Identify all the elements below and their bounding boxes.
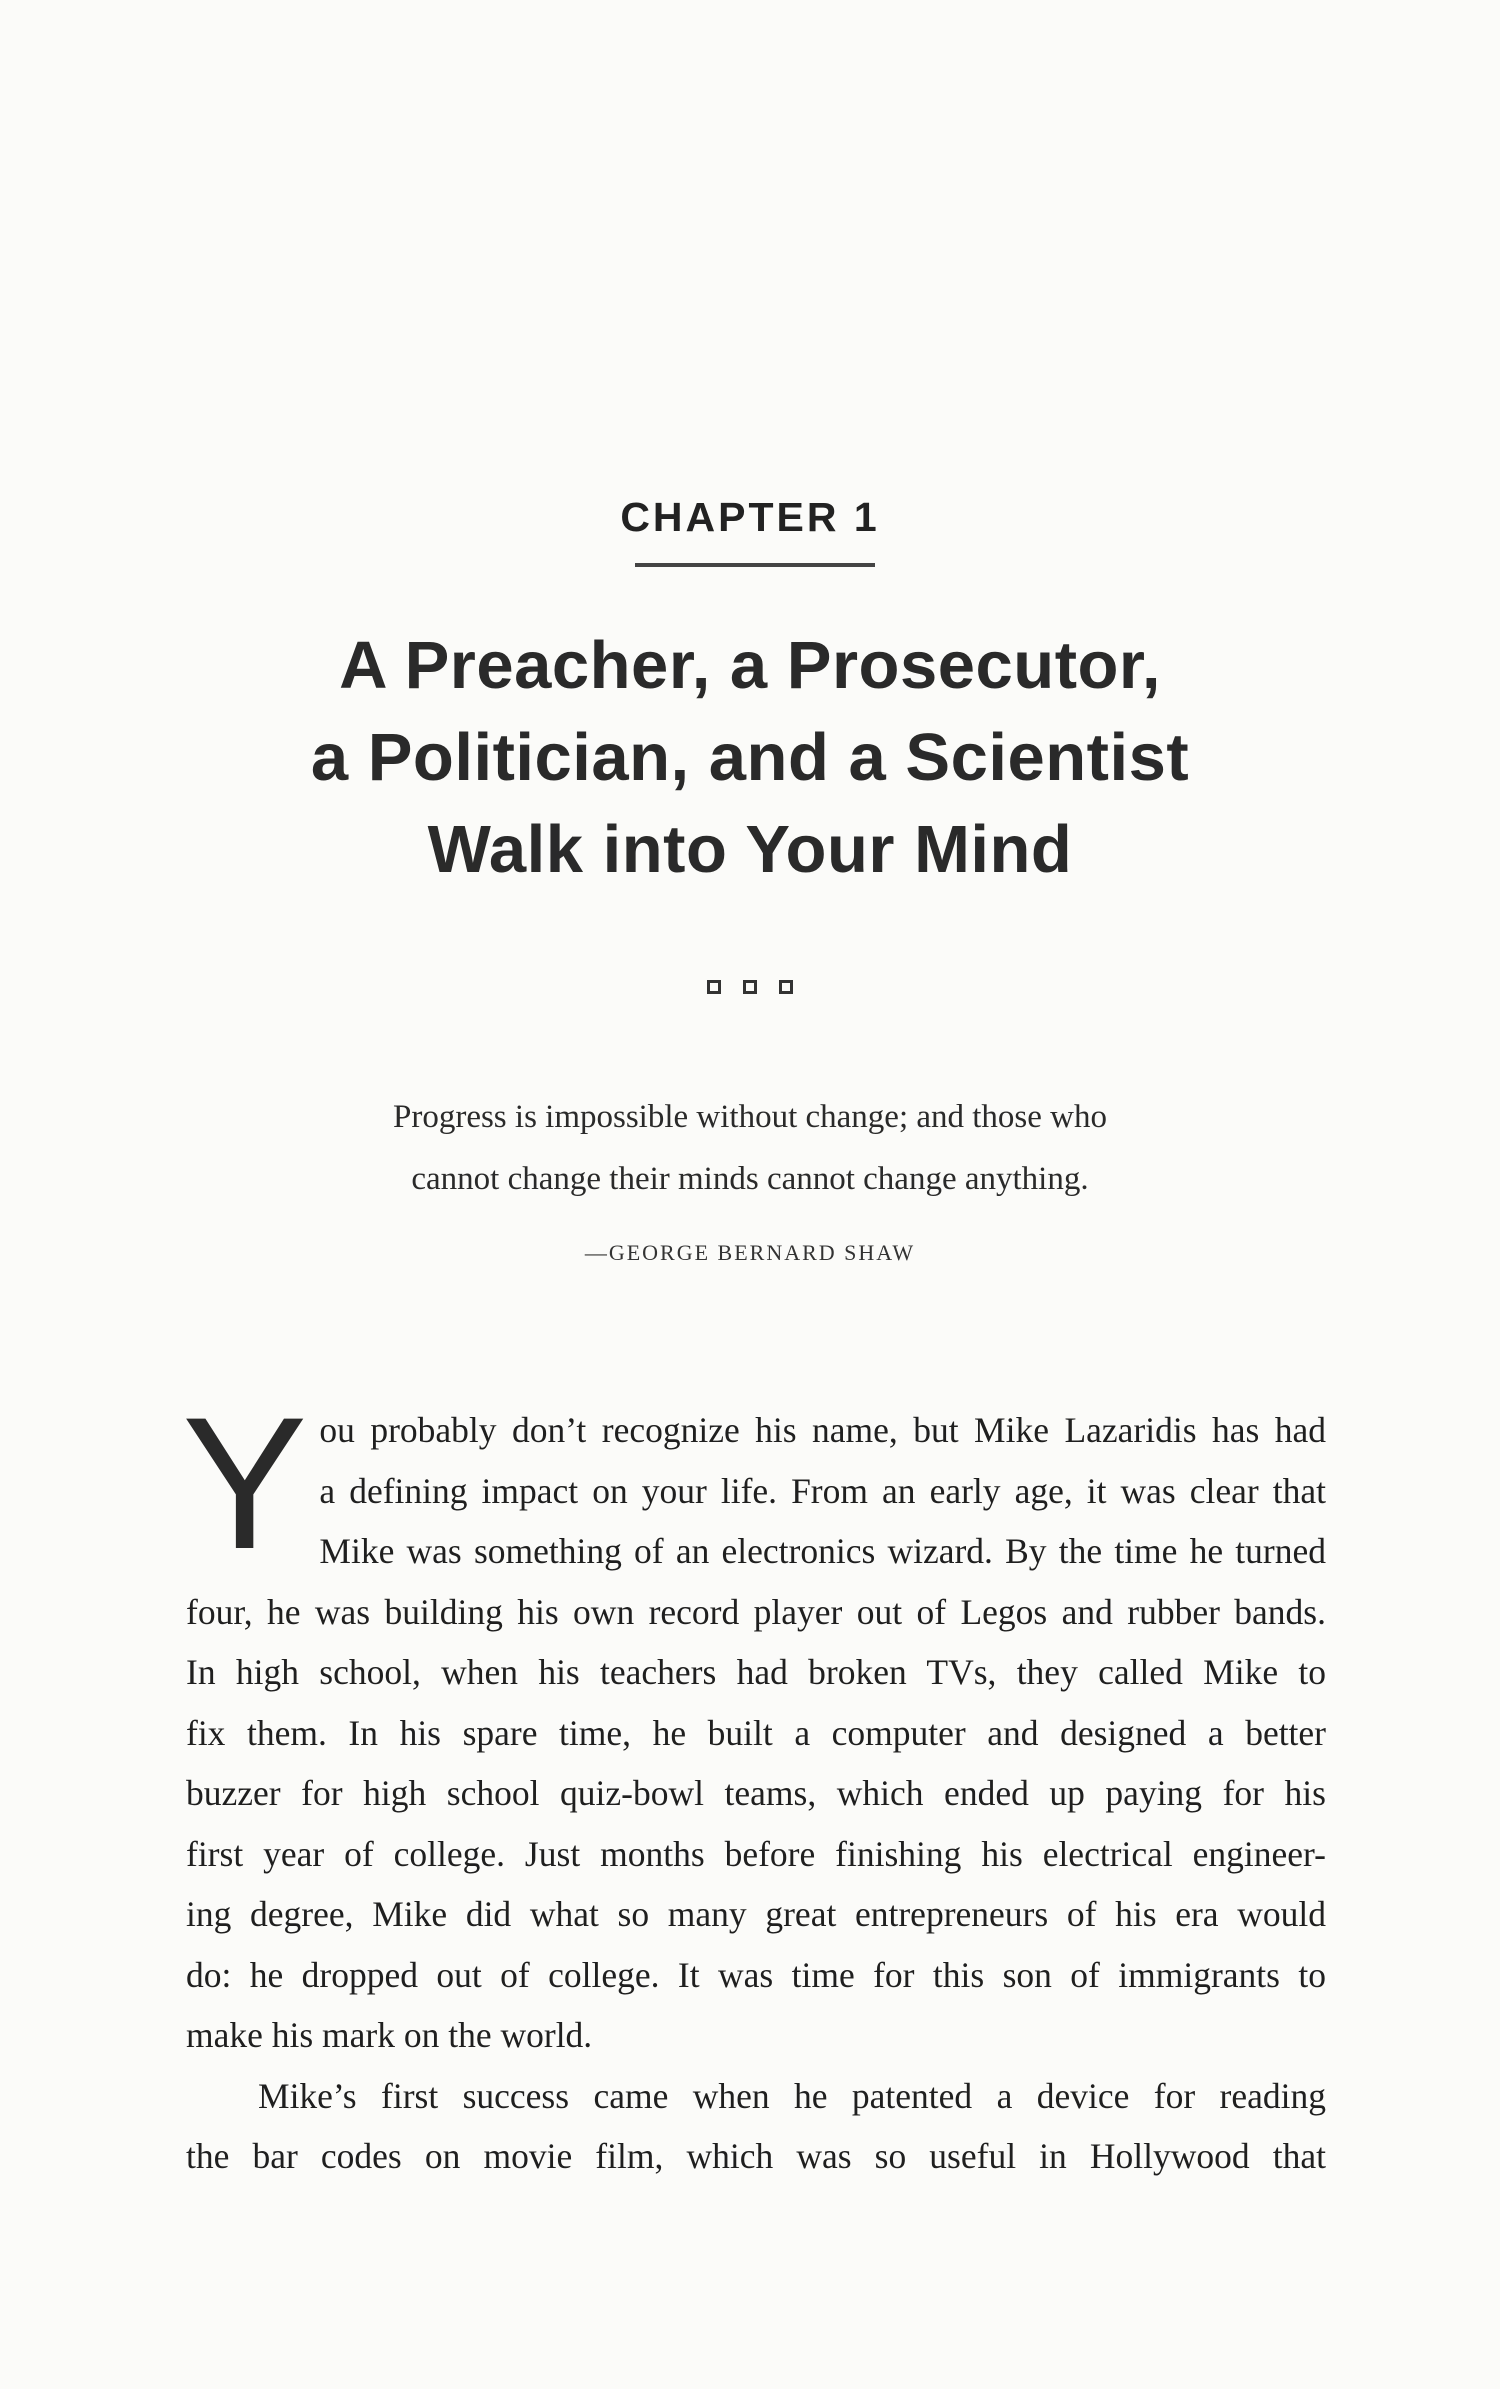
paragraph <box>186 2066 1326 2187</box>
square-ornament-icon <box>779 980 793 994</box>
drop-cap: Y <box>182 1378 308 1588</box>
text-line: make his mark on the world. <box>186 2015 593 2055</box>
body-text <box>182 1378 1326 2187</box>
chapter-title-line: a Politician, and a Scientist <box>310 720 1190 795</box>
paragraph <box>182 1378 1326 2066</box>
text-line: ou probably don’t recognize his name, but Mike Lazaridis has had <box>319 1410 1326 1450</box>
text-line: fix them. In his spare time, he built a computer and designed a better <box>186 1712 1326 1753</box>
section-ornament <box>0 980 1500 994</box>
text-line: do: he dropped out of college. It was time for this son of immigrants to <box>186 1954 1326 1995</box>
chapter-title-line: A Preacher, a Prosecutor, <box>339 628 1161 703</box>
epigraph-line: cannot change their minds cannot change anything. <box>411 1161 1089 1197</box>
text-line: four, he was building his own record player out of Legos and rubber bands. <box>186 1591 1326 1632</box>
text-line: first year of college. Just months before finishing his electrical engineer- <box>186 1833 1326 1874</box>
chapter-title-line: Walk into Your Mind <box>427 812 1073 887</box>
epigraph-attribution: —GEORGE BERNARD SHAW <box>584 1240 916 1265</box>
epigraph <box>330 1086 1170 1210</box>
text-line: a defining impact on your life. From an early age, it was clear that <box>319 1470 1326 1511</box>
text-line: Mike was something of an electronics wizard. By the time he turned <box>319 1531 1326 1571</box>
text-line: In high school, when his teachers had broken TVs, they called Mike to <box>186 1652 1326 1692</box>
chapter-title <box>250 620 1250 896</box>
text-line: buzzer for high school quiz-bowl teams, which ended up paying for his <box>186 1773 1326 1813</box>
square-ornament-icon <box>707 980 721 994</box>
text-line: the bar codes on movie film, which was so useful in Hollywood that <box>186 2136 1326 2176</box>
chapter-rule <box>635 563 875 567</box>
text-line: Mike’s first success came when he patented a device for reading <box>258 2075 1326 2116</box>
square-ornament-icon <box>743 980 757 994</box>
epigraph-line: Progress is impossible without change; and those who <box>392 1099 1107 1135</box>
chapter-label: CHAPTER 1 <box>620 494 880 540</box>
text-line: ing degree, Mike did what so many great entrepreneurs of his era would <box>186 1894 1326 1934</box>
